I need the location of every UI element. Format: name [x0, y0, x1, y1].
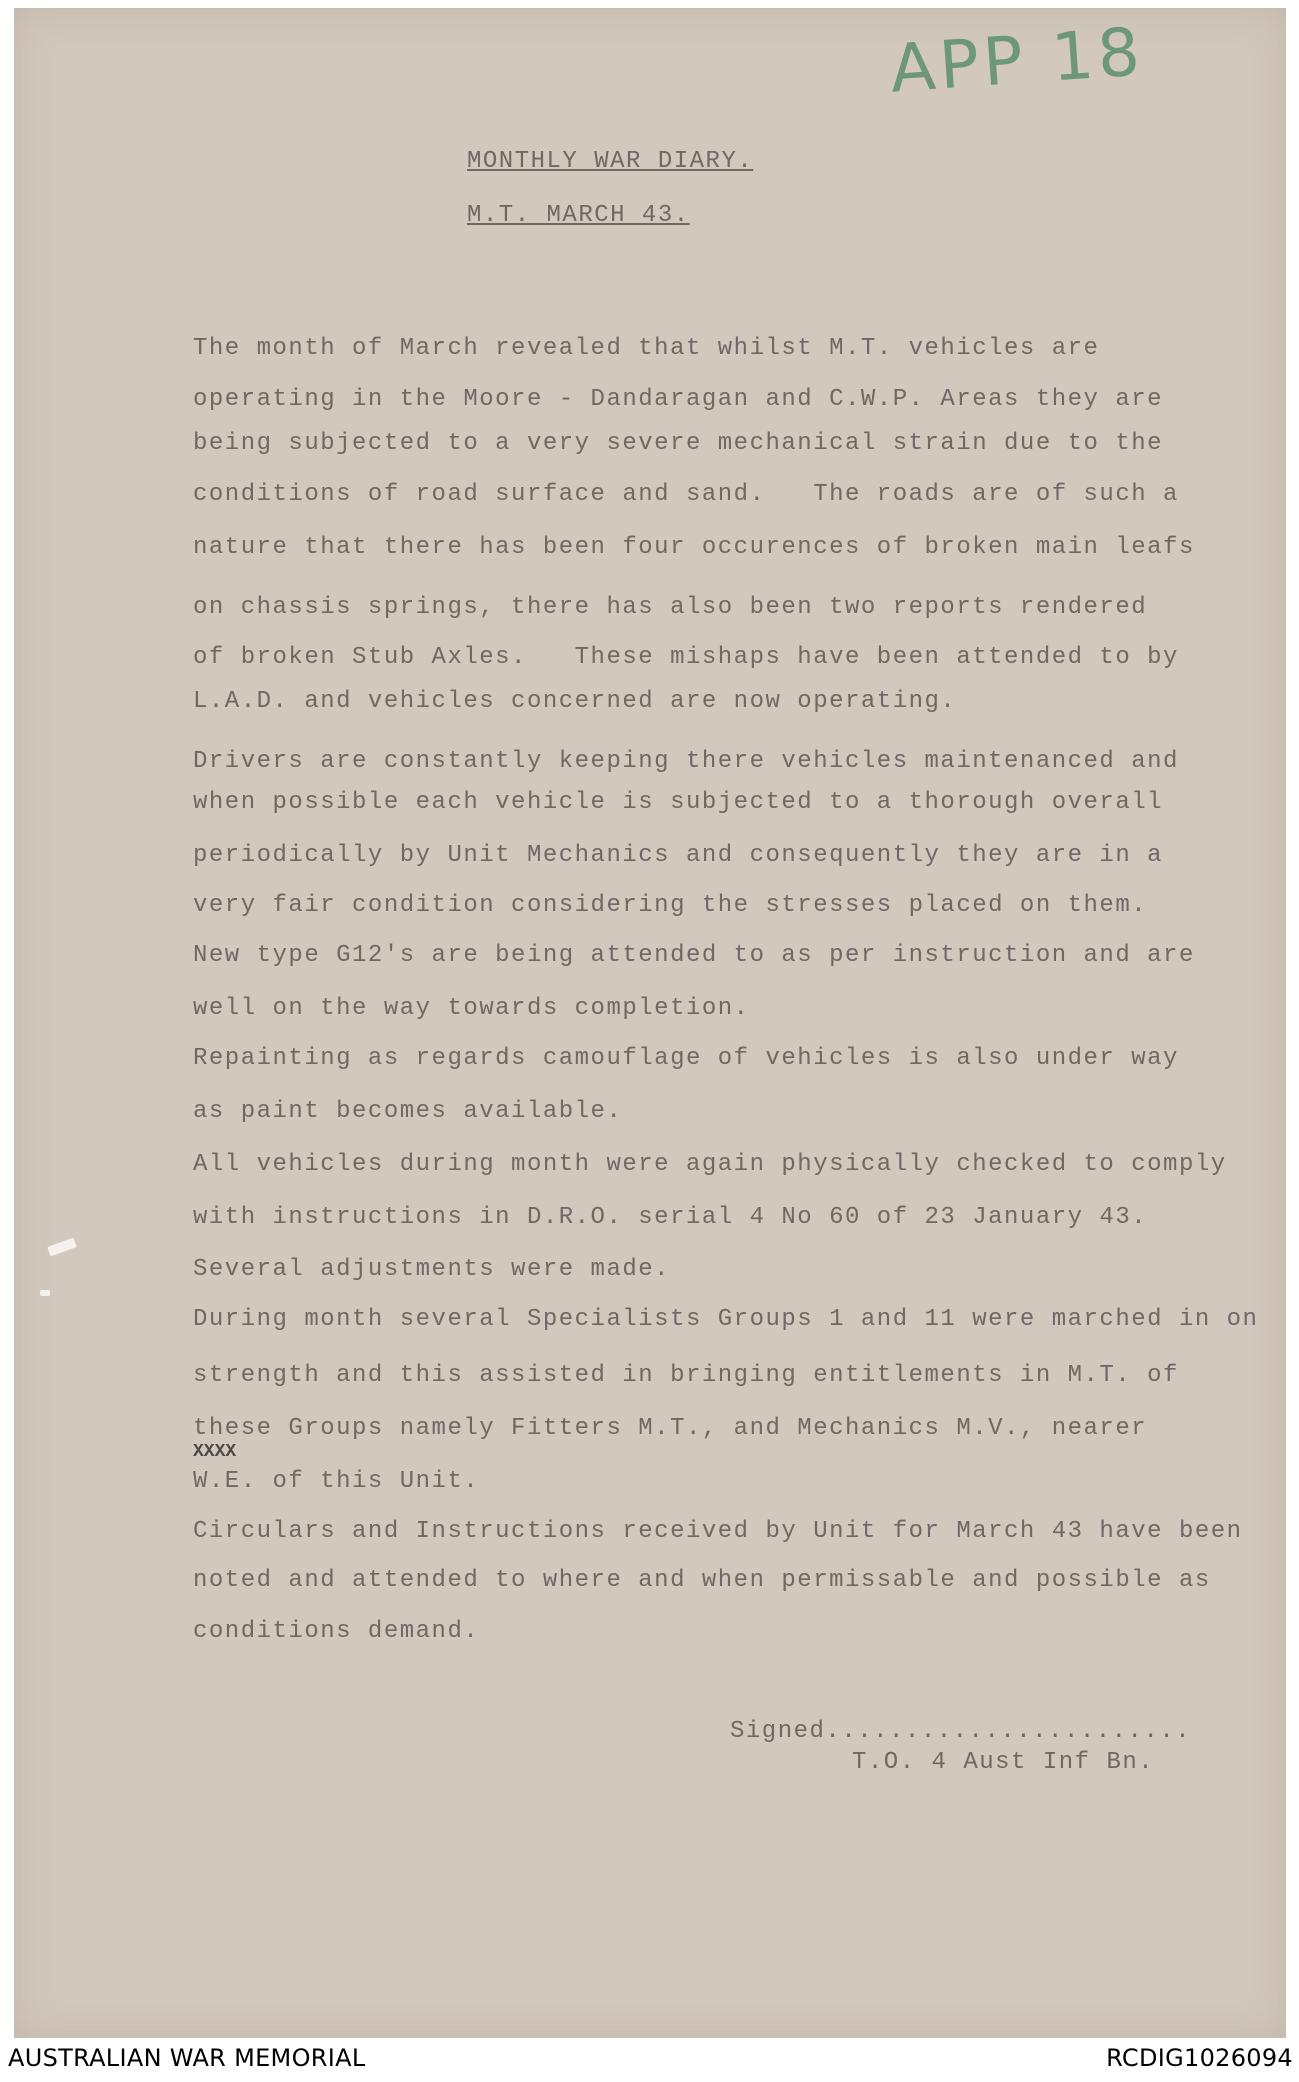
signature-line: Signed....................... — [730, 1718, 1192, 1745]
text-line: very fair condition considering the stresses placed on them. — [193, 892, 1148, 919]
text-line: L.A.D. and vehicles concerned are now operating. — [193, 688, 957, 715]
footer-institution: AUSTRALIAN WAR MEMORIAL — [8, 2044, 366, 2072]
text-line: All vehicles during month were again physically checked to comply — [193, 1151, 1227, 1178]
text-line: conditions demand. — [193, 1618, 480, 1645]
text-line: well on the way towards completion. — [193, 995, 750, 1022]
document-title: MONTHLY WAR DIARY. — [467, 148, 754, 175]
text-line: W.E. of this Unit. — [193, 1468, 480, 1495]
signatory: T.O. 4 Aust Inf Bn. — [852, 1749, 1155, 1776]
document-subtitle: M.T. MARCH 43. — [467, 202, 690, 229]
text-line: noted and attended to where and when permissable and possible as — [193, 1567, 1211, 1594]
text-line: Drivers are constantly keeping there vehicles maintenanced and — [193, 748, 1179, 775]
text-line: Circulars and Instructions received by Unit for March 43 have been — [193, 1518, 1243, 1545]
text-line: operating in the Moore - Dandaragan and C.W.P. Areas they are — [193, 386, 1164, 413]
text-line: New type G12's are being attended to as per instruction and are — [193, 942, 1195, 969]
text-line: strength and this assisted in bringing entitlements in M.T. of — [193, 1362, 1179, 1389]
text-line: these Groups namely Fitters M.T., and Mechanics M.V., nearer — [193, 1415, 1148, 1442]
text-line: Repainting as regards camouflage of vehicles is also under way — [193, 1045, 1179, 1072]
text-line: as paint becomes available. — [193, 1098, 623, 1125]
text-line: of broken Stub Axles. These mishaps have been attended to by — [193, 644, 1179, 671]
handwritten-annotation: APP 18 — [887, 13, 1147, 108]
text-line: when possible each vehicle is subjected to a thorough overall — [193, 789, 1164, 816]
footer-record-id: RCDIG1026094 — [1106, 2044, 1293, 2072]
text-line: Several adjustments were made. — [193, 1256, 671, 1283]
text-line: with instructions in D.R.O. serial 4 No 60 of 23 January 43. — [193, 1204, 1148, 1231]
text-line: periodically by Unit Mechanics and consequently they are in a — [193, 842, 1164, 869]
text-line: conditions of road surface and sand. The roads are of such a — [193, 481, 1179, 508]
text-line: The month of March revealed that whilst M.T. vehicles are — [193, 335, 1100, 362]
text-line: During month several Specialists Groups 1 and 11 were marched in on — [193, 1306, 1259, 1333]
struck-out-text: XXXX — [193, 1442, 237, 1462]
paper-speck — [40, 1290, 50, 1296]
text-line: nature that there has been four occurences of broken main leafs — [193, 534, 1195, 561]
text-line: on chassis springs, there has also been two reports rendered — [193, 594, 1148, 621]
text-line: being subjected to a very severe mechanical strain due to the — [193, 430, 1164, 457]
